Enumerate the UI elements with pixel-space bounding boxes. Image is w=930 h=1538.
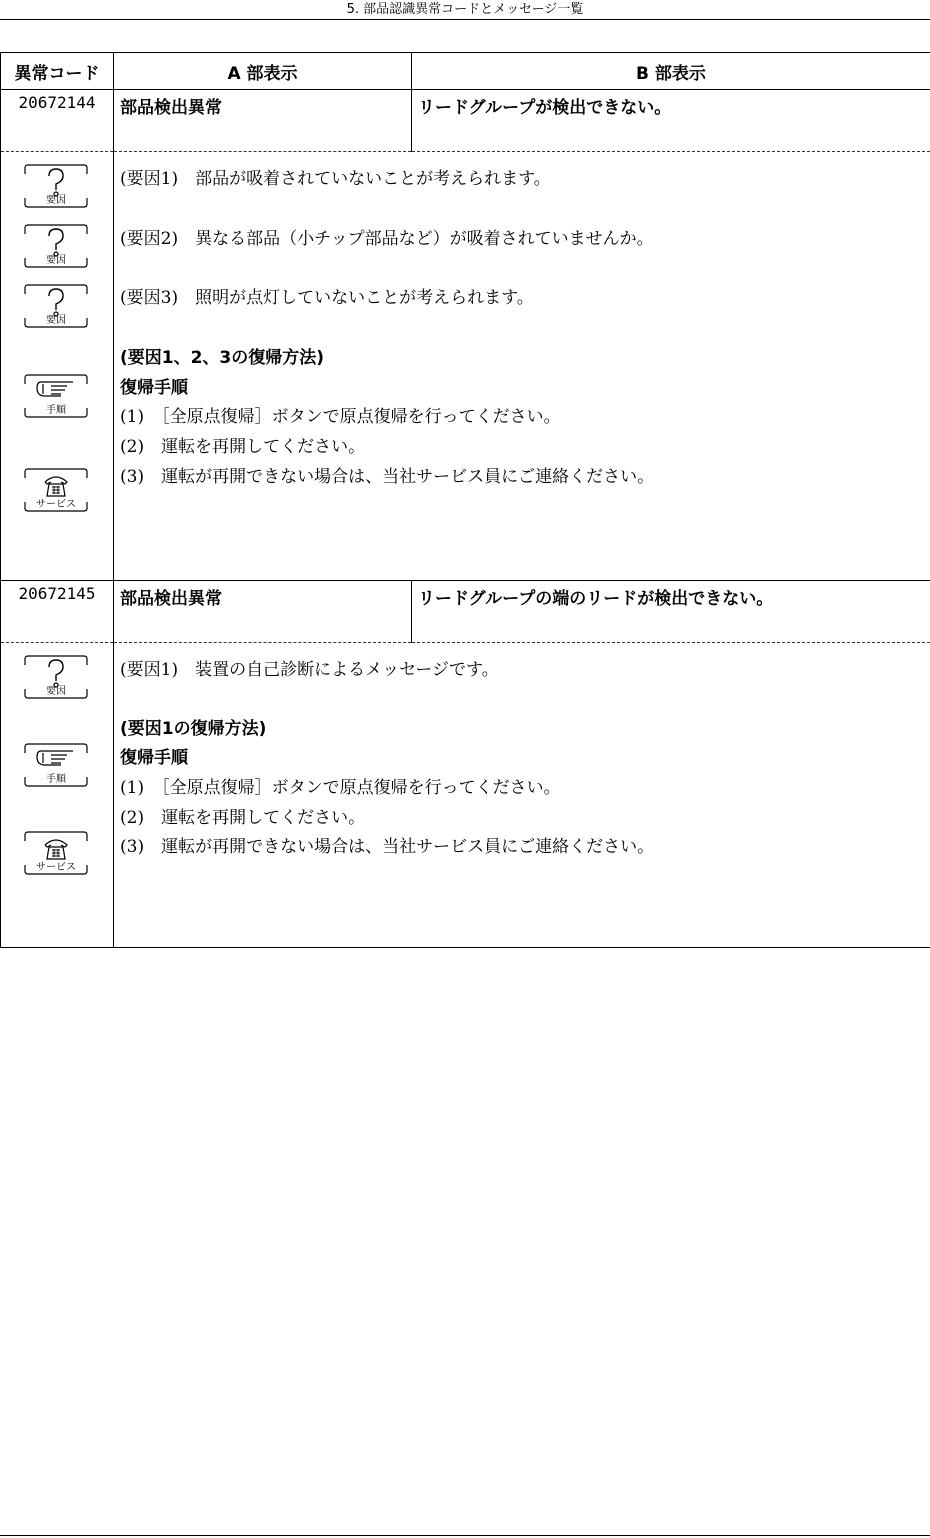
procedure-heading: 復帰手順 [120,748,188,768]
procedure-step: (3) 運転が再開できない場合は、当社サービス員にご連絡ください。 [120,467,655,487]
column-header-code: 異常コード [1,53,114,90]
cause-icon [21,164,91,208]
b-display-text: リードグループが検出できない。 [412,90,930,152]
procedure-step: (2) 運転を再開してください。 [120,808,366,828]
a-display-text: 部品検出異常 [114,581,412,643]
table-header-row [1,53,930,90]
column-header-a: A 部表示 [114,53,412,90]
cause-line: (要因2) 異なる部品（小チップ部品など）が吸着されていませんか。 [120,229,654,249]
detail-text [114,152,930,581]
procedure-icon [21,374,91,418]
table-row [1,581,930,643]
icon-label: サービス [36,499,76,510]
procedure-heading: 復帰手順 [120,378,188,398]
detail-row [1,152,930,581]
icon-label: 手順 [46,774,66,785]
cause-line: (要因1) 部品が吸着されていないことが考えられます。 [120,169,551,189]
b-display-text: リードグループの端のリードが検出できない。 [412,581,930,643]
procedure-icon [21,743,91,787]
error-code-table [0,52,930,948]
icon-label: 手順 [46,405,66,416]
recovery-heading: (要因1、2、3の復帰方法) [120,348,325,368]
page-footer-rule [0,1535,930,1536]
table-row [1,90,930,152]
cause-icon [21,224,91,268]
procedure-step: (1) ［全原点復帰］ボタンで原点復帰を行ってください。 [120,778,561,798]
service-icon [21,831,91,875]
icon-column [1,152,114,581]
procedure-step: (2) 運転を再開してください。 [120,437,366,457]
cause-icon [21,284,91,328]
icon-label: 要因 [46,255,66,266]
page-header [0,0,930,20]
icon-column [1,643,114,948]
service-icon [21,468,91,512]
cause-line: (要因1) 装置の自己診断によるメッセージです。 [120,660,499,680]
icon-label: 要因 [46,195,66,206]
cause-line: (要因3) 照明が点灯していないことが考えられます。 [120,288,534,308]
page-title: 5. 部品認識異常コードとメッセージ一覧 [346,2,584,17]
procedure-step: (3) 運転が再開できない場合は、当社サービス員にご連絡ください。 [120,837,655,857]
icon-label: 要因 [46,686,66,697]
recovery-heading: (要因1の復帰方法) [120,719,267,739]
procedure-step: (1) ［全原点復帰］ボタンで原点復帰を行ってください。 [120,407,561,427]
detail-row [1,643,930,948]
a-display-text: 部品検出異常 [114,90,412,152]
icon-label: サービス [36,862,76,873]
detail-text [114,643,930,948]
cause-icon [21,655,91,699]
column-header-b: B 部表示 [412,53,930,90]
error-code: 20672145 [1,581,114,643]
icon-label: 要因 [46,315,66,326]
error-code: 20672144 [1,90,114,152]
